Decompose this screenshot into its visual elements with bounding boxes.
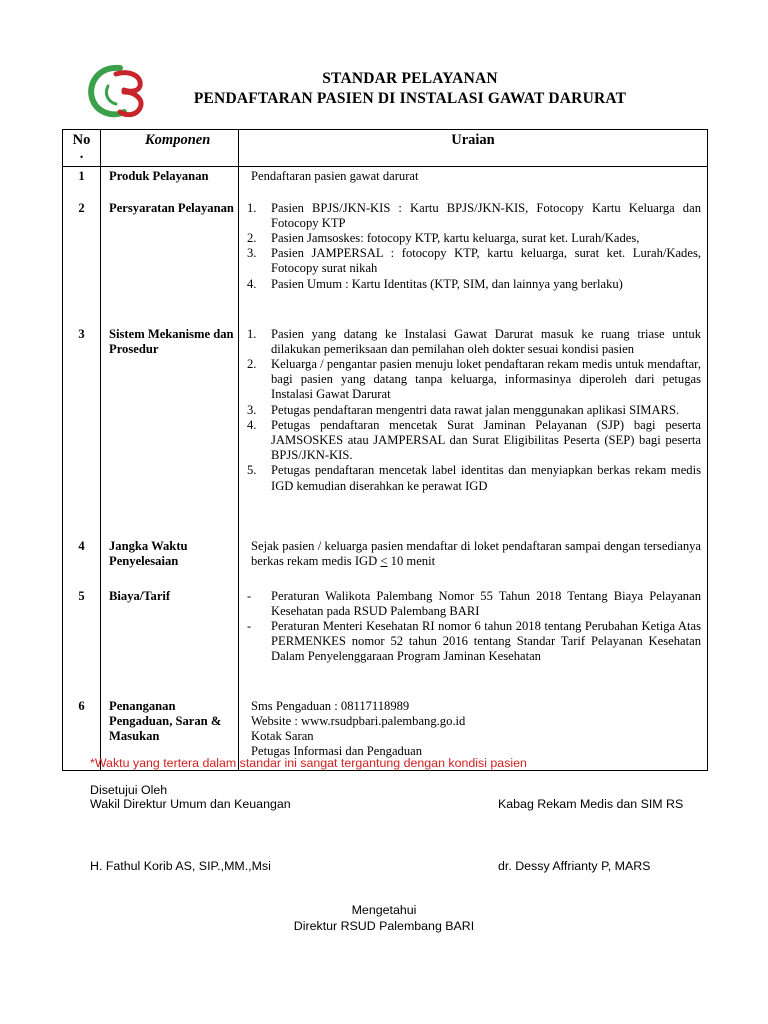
uraian-text: Pendaftaran pasien gawat darurat <box>251 169 419 183</box>
header-komponen: Komponen <box>101 130 239 167</box>
table-row <box>63 537 708 587</box>
list-item: 5. Petugas pendaftaran mencetak label identitas dan menyiapkan berkas rekam medis IGD kemudian diserahkan ke perawat IGD <box>247 463 701 493</box>
standard-table <box>62 129 708 771</box>
approved-by-label: Disetujui Oleh <box>90 783 168 797</box>
list-item: 3. Pasien JAMPERSAL : fotocopy KTP, kartu keluarga, surat ket. Lurah/Kades, Fotocopy surat nikah <box>247 246 701 276</box>
table-row <box>63 199 708 325</box>
list-item: 4. Petugas pendaftaran mencetak Surat Jaminan Pelayanan (SJP) bagi peserta JAMSOSKES atau JAMPERSAL dan Surat Eligibilitas Peserta (SEP) bagi peserta BPJS/JKN-KIS. <box>247 417 701 463</box>
list-item: - Peraturan Menteri Kesehatan RI nomor 6 tahun 2018 tentang Perubahan Ketiga Atas PERMENKES nomor 52 tahun 2016 tentang Standar Tarif Pelayanan Kesehatan Dalam Penyelenggaraan Program Jaminan Kesehatan <box>247 618 701 664</box>
complaint-box: Kotak Saran <box>251 728 314 743</box>
row-uraian <box>239 325 708 537</box>
right-signer-title: Kabag Rekam Medis dan SIM RS <box>498 797 684 811</box>
complaint-sms: Sms Pengaduan : 08117118989 <box>251 698 410 713</box>
table-header-row <box>63 130 708 167</box>
document-subtitle: PENDAFTARAN PASIEN DI INSTALASI GAWAT DARURAT <box>193 90 627 107</box>
row-uraian <box>239 167 708 199</box>
row-komponen: Produk Pelayanan <box>101 167 239 199</box>
list-item: 1. Pasien BPJS/JKN-KIS : Kartu BPJS/JKN-KIS, Fotocopy Kartu Keluarga dan Fotocopy KTP <box>247 200 701 230</box>
left-signer-title: Wakil Direktur Umum dan Keuangan <box>90 797 291 811</box>
footnote: *Waktu yang tertera dalam standar ini sangat tergantung dengan kondisi pasien <box>90 756 527 770</box>
row-number: 6 <box>63 697 101 771</box>
row-number: 1 <box>63 167 101 199</box>
header-no: No . <box>63 130 101 167</box>
row-number: 2 <box>63 199 101 325</box>
less-equal-symbol: < <box>380 553 388 568</box>
row-uraian <box>239 199 708 325</box>
row-uraian <box>239 537 708 587</box>
hospital-logo-icon <box>86 62 150 120</box>
row-komponen: Sistem Mekanisme dan Prosedur <box>101 325 239 537</box>
header-uraian: Uraian <box>239 130 708 167</box>
director-title: Direktur RSUD Palembang BARI <box>293 919 475 933</box>
row-number: 5 <box>63 587 101 697</box>
list-item: 4. Pasien Umum : Kartu Identitas (KTP, SIM, dan lainnya yang berlaku) <box>247 276 623 291</box>
logo-green-inner <box>106 86 116 104</box>
table-row <box>63 167 708 199</box>
document-title: STANDAR PELAYANAN <box>322 70 498 87</box>
row-number: 4 <box>63 537 101 587</box>
row-komponen: Persyaratan Pelayanan <box>101 199 239 325</box>
table-row <box>63 325 708 537</box>
logo-red-arc-bottom <box>120 92 141 115</box>
row-komponen: Penanganan Pengaduan, Saran & Masukan <box>101 697 239 771</box>
list-item: 2. Keluarga / pengantar pasien menuju loket pendaftaran rekam medis untuk mendaftar, bagi pasien yang datang tanpa keluarga, informasinya diperoleh dari petugas Instalasi Gawat Darurat <box>247 356 701 402</box>
tariff-list <box>245 589 701 665</box>
acknowledged-label: Mengetahui <box>351 903 417 917</box>
list-item: 1. Pasien yang datang ke Instalasi Gawat Darurat masuk ke ruang triase untuk dilakukan pemeriksaan dan pemilahan oleh dokter sesuai kondisi pasien <box>247 326 701 356</box>
requirements-list <box>245 201 701 292</box>
left-signer-name: H. Fathul Korib AS, SIP.,MM.,Msi <box>90 859 271 873</box>
complaint-website: Website : www.rsudpbari.palembang.go.id <box>251 713 466 728</box>
table-row <box>63 587 708 697</box>
completion-time-text: Sejak pasien / keluarga pasien mendaftar di loket pendaftaran sampai dengan tersedianya berkas rekam medis IGD < 10 menit <box>251 538 701 568</box>
list-item: 2. Pasien Jamsoskes: fotocopy KTP, kartu keluarga, surat ket. Lurah/Kades, <box>247 230 640 245</box>
row-number: 3 <box>63 325 101 537</box>
row-uraian <box>239 587 708 697</box>
procedure-list <box>245 327 701 494</box>
list-item: - Peraturan Walikota Palembang Nomor 55 Tahun 2018 Tentang Biaya Pelayanan Kesehatan pada RSUD Palembang BARI <box>247 588 701 618</box>
complaint-officer: Petugas Informasi dan Pengaduan <box>251 744 423 759</box>
row-komponen: Jangka Waktu Penyelesaian <box>101 537 239 587</box>
logo-red-arc-top <box>116 73 140 91</box>
list-item: 3. Petugas pendaftaran mengentri data rawat jalan menggunakan aplikasi SIMARS. <box>247 402 680 417</box>
row-komponen: Biaya/Tarif <box>101 587 239 697</box>
right-signer-name: dr. Dessy Affrianty P, MARS <box>498 859 651 873</box>
